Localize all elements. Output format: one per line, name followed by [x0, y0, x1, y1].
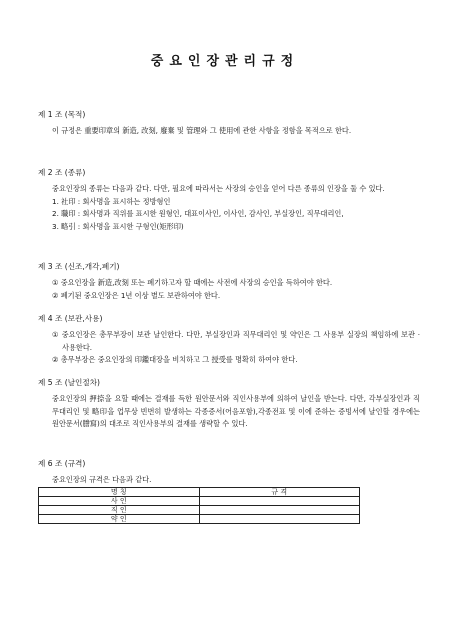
column-header-spec: 규 격 [199, 488, 360, 497]
table-cell: 직 인 [39, 506, 200, 515]
list-item: 3. 略引 : 회사명을 표시한 구형인(矩形印) [52, 221, 184, 231]
table-cell: 사 인 [39, 497, 200, 506]
table-header-row [39, 488, 360, 497]
article-5 [38, 378, 420, 431]
column-header-name: 명 칭 [39, 488, 200, 497]
table-cell [199, 515, 360, 524]
article-heading: 제 5 조 (날인절차) [38, 378, 101, 387]
list-item: ① 중요인장을 新造,改刻 또는 폐기하고자 할 때에는 사전에 사장의 승인을 득하여야 한다. [52, 278, 333, 287]
article-heading: 제 6 조 (규격) [38, 459, 86, 468]
article-3 [38, 262, 420, 302]
article-1 [38, 110, 420, 138]
article-paragraph: 중요인장의 규격은 다음과 같다. [52, 475, 152, 484]
article-2 [38, 168, 420, 233]
article-6 [38, 459, 420, 487]
list-item: 1. 社印 : 회사명을 표시하는 정방형인 [52, 196, 171, 206]
article-heading: 제 1 조 (목적) [38, 110, 86, 119]
seal-spec-table [38, 487, 360, 524]
article-heading: 제 4 조 (보관,사용) [38, 314, 103, 323]
article-paragraph: 중요인장의 押捺을 요할 때에는 결재를 득한 원안문서와 직인사용부에 의하여 날인을 받는다. 다만, 각부실장인과 직무대리인 및 略印을 업무상 빈번히 발생하는 각종증서(어음포함),각종전표 및 이에 준하는 증빙서에 날인할 경우에는 원안문서(謄寫)의 대조로 직인사용부의 결재를 생략할 수 있다. [52, 394, 420, 428]
article-heading: 제 2 조 (종류) [38, 168, 86, 177]
article-4 [38, 314, 420, 367]
table-cell [199, 506, 360, 515]
list-item: ② 총무부장은 중요인장의 印鑑대장을 비치하고 그 授受를 명확히 하여야 한다. [52, 355, 298, 364]
table-cell [199, 497, 360, 506]
table-row [39, 497, 360, 506]
article-paragraph: 중요인장의 종류는 다음과 같다. 다만, 필요에 따라서는 사장의 승인을 얻어 다른 종류의 인장을 둘 수 있다. [52, 184, 385, 193]
document-title: 중요인장관리규정 [150, 54, 300, 69]
list-item: ② 폐기된 중요인장은 1년 이상 별도 보관하여야 한다. [52, 290, 221, 300]
table-row [39, 506, 360, 515]
article-paragraph: 이 규정은 重要印章의 新造, 改刻, 廢棄 및 管理와 그 使用에 관한 사항을 정함을 목적으로 한다. [52, 126, 352, 135]
list-item: ① 중요인장은 총무부장이 보관 날인한다. 다만, 부실장인과 직무대리인 및 약인은 그 사용부 실장의 책임하에 보관 · 사용한다. [52, 330, 420, 352]
list-item: 2. 職印 : 회사명과 직위를 표시한 원형인, 대표이사인, 이사인, 감사인, 부실장인, 직무대리인, [52, 209, 344, 218]
table-row [39, 515, 360, 524]
article-heading: 제 3 조 (신조,개각,폐기) [38, 262, 120, 271]
table-cell: 약 인 [39, 515, 200, 524]
